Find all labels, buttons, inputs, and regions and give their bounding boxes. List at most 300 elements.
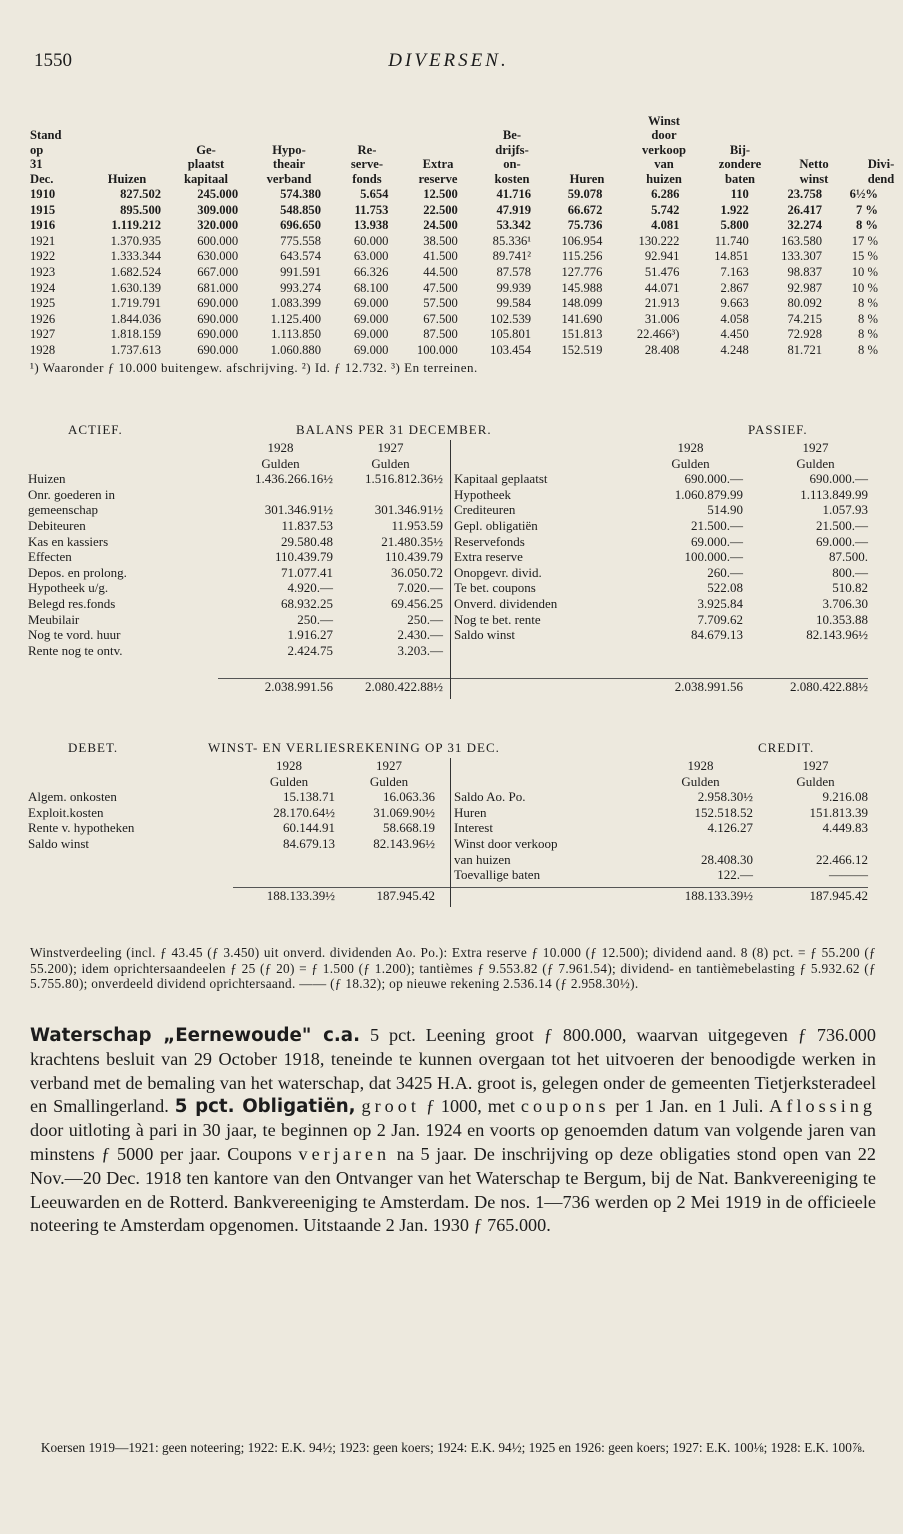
column-divider xyxy=(450,758,451,907)
stats-row xyxy=(30,248,878,264)
stats-cell: 22.500 xyxy=(423,202,458,217)
balance-left-title: ACTIEF. xyxy=(68,422,123,437)
stats-row xyxy=(30,264,878,280)
stats-cell: 1922 xyxy=(30,249,56,264)
account-row xyxy=(28,789,876,805)
stats-cell: 1.083.399 xyxy=(270,296,322,311)
account-label: Interest xyxy=(454,820,493,836)
stats-cell: 44.500 xyxy=(423,264,458,279)
stats-header-cell: Netto winst xyxy=(799,157,829,186)
account-label: Nog te vord. huur xyxy=(28,627,121,643)
amount: 7.709.62 xyxy=(697,611,743,627)
amount: 69.456.25 xyxy=(391,595,443,611)
stats-cell: 9.663 xyxy=(720,296,749,311)
stats-cell: 5.654 xyxy=(360,187,389,201)
amount: 28.170.64½ xyxy=(273,804,335,820)
stats-cell: 1.719.791 xyxy=(110,296,162,311)
account-label: Gepl. obligatiën xyxy=(454,517,538,533)
stats-cell: 31.006 xyxy=(644,311,680,326)
stats-cell: 81.721 xyxy=(787,342,823,357)
stats-cell: 23.758 xyxy=(787,187,823,201)
amount: 800.— xyxy=(832,564,868,580)
unit-label: Gulden xyxy=(796,455,835,471)
stats-cell: 667.000 xyxy=(197,264,239,279)
account-label: Hypotheek u/g. xyxy=(28,580,109,596)
account-label: gemeenschap xyxy=(28,502,99,518)
stats-cell: 15 % xyxy=(851,249,878,264)
statistics-table-body xyxy=(30,186,878,358)
amount: 60.144.91 xyxy=(283,820,335,836)
account-row xyxy=(28,487,876,503)
statistics-footnote: ¹) Waaronder ƒ 10.000 buitengew. afschrijving. ²) Id. ƒ 12.732. ³) En terreinen. xyxy=(30,359,478,375)
profit-loss-account xyxy=(28,740,876,907)
account-label: Debiteuren xyxy=(28,517,86,533)
stats-cell: 98.837 xyxy=(787,264,823,279)
account-label: Kapitaal geplaatst xyxy=(454,471,548,487)
stats-cell: 89.741² xyxy=(492,249,532,264)
stats-cell: 59.078 xyxy=(567,187,603,201)
waterschap-name: Waterschap „Eernewoude" c.a. xyxy=(30,1025,360,1046)
unit-label: Gulden xyxy=(796,773,835,789)
amount: 250.— xyxy=(407,611,443,627)
amount: 1.113.849.99 xyxy=(800,486,868,502)
stats-cell: 69.000 xyxy=(353,296,389,311)
pl-title: WINST- EN VERLIESREKENING OP 31 DEC. xyxy=(208,740,500,755)
account-label: Te bet. coupons xyxy=(454,580,536,596)
stats-cell: 100.000 xyxy=(416,342,458,357)
account-label: Meubilair xyxy=(28,611,80,627)
stats-cell: 1.119.212 xyxy=(111,218,162,233)
stats-header-cell: Huren xyxy=(569,171,605,186)
unit-label: Gulden xyxy=(369,773,409,789)
stats-cell: 4.450 xyxy=(720,327,749,342)
stats-cell: 1.630.139 xyxy=(110,280,162,295)
account-label: Rente v. hypotheken xyxy=(28,820,135,836)
stats-header-cell: Huizen xyxy=(107,171,147,186)
stats-cell: 127.776 xyxy=(561,264,603,279)
amount: 84.679.13 xyxy=(691,627,743,643)
account-label: Nog te bet. rente xyxy=(454,611,541,627)
amount: 152.518.52 xyxy=(694,804,753,820)
stats-cell: 8 % xyxy=(855,218,878,233)
total-amount: 2.038.991.56 xyxy=(674,678,743,694)
account-label: Kas en kassiers xyxy=(28,533,109,549)
amount: 9.216.08 xyxy=(822,789,868,805)
account-label: Reservefonds xyxy=(454,533,525,549)
stats-header-cell: Winst door verkoop van huizen xyxy=(641,113,687,186)
stats-cell: 44.071 xyxy=(644,280,680,295)
stats-cell: 690.000 xyxy=(197,342,239,357)
amount: 10.353.88 xyxy=(816,611,868,627)
account-row xyxy=(28,836,876,852)
account-row xyxy=(28,534,876,550)
stats-cell: 22.466³) xyxy=(636,327,680,342)
stats-cell: 1928 xyxy=(30,342,56,357)
stats-cell: 72.928 xyxy=(787,327,823,342)
stats-cell: 103.454 xyxy=(490,342,532,357)
stats-cell: 92.941 xyxy=(644,249,680,264)
account-label: Onopgevr. divid. xyxy=(454,564,542,580)
account-label: Exploit.kosten xyxy=(28,804,104,820)
year-label: 1928 xyxy=(677,440,704,455)
stats-header-cell: Be- drijfs- on- kosten xyxy=(494,128,530,186)
stats-cell: 5.742 xyxy=(651,202,680,217)
total-amount: 2.080.422.88½ xyxy=(790,678,868,694)
amount: 2.424.75 xyxy=(287,642,333,658)
account-row xyxy=(28,518,876,534)
account-label: Saldo winst xyxy=(28,835,90,851)
pl-right-title: CREDIT. xyxy=(758,740,815,755)
stats-cell: 106.954 xyxy=(561,233,603,248)
stats-cell: 309.000 xyxy=(197,202,239,217)
stats-cell: 28.408 xyxy=(644,342,680,357)
account-label: Rente nog te ontv. xyxy=(28,642,123,658)
stats-cell: 133.307 xyxy=(781,249,823,264)
stats-header-cell: Re- serve- fonds xyxy=(350,142,384,186)
unit-label: Gulden xyxy=(681,773,720,789)
stats-cell: 1.922 xyxy=(720,202,749,217)
stats-cell: 11.753 xyxy=(354,202,389,217)
account-label: Extra reserve xyxy=(454,549,523,565)
account-row xyxy=(28,549,876,565)
amount: 36.050.72 xyxy=(391,564,443,580)
amount: 2.430.— xyxy=(397,627,443,643)
stats-cell: 1.113.850 xyxy=(271,327,322,342)
amount: 7.020.— xyxy=(397,580,443,596)
total-amount: 2.080.422.88½ xyxy=(365,678,443,694)
stats-cell: 41.500 xyxy=(423,249,458,264)
stats-cell: 69.000 xyxy=(353,342,389,357)
amount: 22.466.12 xyxy=(816,851,868,867)
stats-cell: 775.558 xyxy=(280,233,322,248)
year-label: 1928 xyxy=(276,758,302,773)
balance-title: BALANS PER 31 DECEMBER. xyxy=(296,422,492,437)
amount: 1.916.27 xyxy=(287,627,333,643)
amount: 2.958.30½ xyxy=(697,789,753,805)
stats-cell: 130.222 xyxy=(638,233,680,248)
stats-cell: 1.737.613 xyxy=(110,342,162,357)
account-label: Algem. onkosten xyxy=(28,789,117,805)
unit-label: Gulden xyxy=(371,455,410,471)
stats-cell: 63.000 xyxy=(353,249,389,264)
stats-cell: 6½% xyxy=(849,187,878,201)
amount: 29.580.48 xyxy=(281,533,333,549)
stats-cell: 92.987 xyxy=(787,280,823,295)
profit-distribution: Winstverdeeling (incl. ƒ 43.45 (ƒ 3.450) uit onverd. dividenden Ao. Po.): Extra reserve ƒ 10.000 (ƒ 12.500); dividend aand. 8 (8) pct. = ƒ 55.200 (ƒ 55.200); idem oprichtersaandeelen ƒ 25 (ƒ 20) = ƒ 1.500 (ƒ 1.200); tantièmes ƒ 9.553.82 (ƒ 7.961.54); dividend- en tantièmebelasting ƒ 5.932.62 (ƒ 5.755.80); onverdeeld dividend oprichtersaand. —— (ƒ 18.32); op nieuwe rekening 2.536.14 (ƒ 2.958.30½). xyxy=(30,945,876,992)
amount: 87.500. xyxy=(829,549,868,565)
stats-cell: 1.333.344 xyxy=(110,249,162,264)
account-label: Winst door verkoop xyxy=(454,835,558,851)
stats-cell: 4.081 xyxy=(651,218,680,233)
stats-row xyxy=(30,311,878,327)
amount: 522.08 xyxy=(707,580,743,596)
amount: 82.143.96½ xyxy=(806,627,868,643)
stats-cell: 66.326 xyxy=(353,264,389,279)
amount: 110.439.79 xyxy=(274,549,333,565)
stats-cell: 26.417 xyxy=(787,202,823,217)
amount: 3.203.— xyxy=(397,642,443,658)
total-amount: 188.133.39½ xyxy=(266,887,335,903)
stats-cell: 1.060.880 xyxy=(270,342,322,357)
amount: 260.— xyxy=(707,564,743,580)
account-row xyxy=(28,471,876,487)
account-label: Crediteuren xyxy=(454,502,516,518)
stats-cell: 38.500 xyxy=(423,233,458,248)
year-label: 1928 xyxy=(687,758,714,773)
amount: 4.920.— xyxy=(287,580,333,596)
amount: 122.— xyxy=(717,867,753,883)
amount: 4.126.27 xyxy=(707,820,753,836)
account-label: Huren xyxy=(454,804,487,820)
obligaties-heading: 5 pct. Obligatiën, xyxy=(174,1096,356,1118)
amount: 110.439.79 xyxy=(384,549,443,565)
unit-label: Gulden xyxy=(671,455,710,471)
stats-cell: 5.800 xyxy=(720,218,749,233)
stats-cell: 548.850 xyxy=(280,202,322,217)
stats-cell: 4.058 xyxy=(720,311,749,326)
stats-cell: 53.342 xyxy=(496,218,532,233)
account-row xyxy=(28,596,876,612)
stats-cell: 99.584 xyxy=(496,296,532,311)
unit-label: Gulden xyxy=(261,455,300,471)
stats-row xyxy=(30,280,878,296)
unit-row xyxy=(28,774,876,790)
stats-cell: 17 % xyxy=(851,233,878,248)
stats-cell: 66.672 xyxy=(567,202,603,217)
pl-columns xyxy=(28,758,876,907)
stats-cell: 1.370.935 xyxy=(110,233,162,248)
stats-cell: 74.215 xyxy=(787,311,823,326)
amount: 16.063.36 xyxy=(383,789,435,805)
stats-cell: 51.476 xyxy=(644,264,680,279)
amount: 84.679.13 xyxy=(283,835,335,851)
account-label: Onverd. dividenden xyxy=(454,595,558,611)
amount: 1.057.93 xyxy=(822,502,868,518)
stats-cell: 69.000 xyxy=(353,311,389,326)
account-row xyxy=(28,805,876,821)
account-label: Hypotheek xyxy=(454,486,512,502)
stats-cell: 152.519 xyxy=(561,342,603,357)
stats-cell: 690.000 xyxy=(197,296,239,311)
stats-cell: 10 % xyxy=(851,280,878,295)
stats-cell: 67.500 xyxy=(423,311,458,326)
stats-cell: 99.939 xyxy=(496,280,532,295)
stats-cell: 141.690 xyxy=(561,311,603,326)
account-label: Belegd res.fonds xyxy=(28,595,116,611)
stats-cell: 41.716 xyxy=(496,187,532,201)
stats-cell: 145.988 xyxy=(561,280,603,295)
stats-cell: 1926 xyxy=(30,311,56,326)
stats-cell: 696.650 xyxy=(280,218,322,233)
year-label: 1927 xyxy=(376,758,402,773)
year-row xyxy=(28,758,876,774)
stats-cell: 80.092 xyxy=(787,296,823,311)
stats-cell: 681.000 xyxy=(197,280,239,295)
amount: ——— xyxy=(829,867,868,883)
year-label: 1927 xyxy=(802,440,829,455)
amount: 151.813.39 xyxy=(809,804,868,820)
year-row xyxy=(28,440,876,456)
stats-header-cell: Stand op 31 Dec. xyxy=(30,128,62,186)
stats-cell: 690.000 xyxy=(197,311,239,326)
stats-cell: 7 % xyxy=(855,202,878,217)
balance-sheet xyxy=(28,422,876,699)
amount: 3.925.84 xyxy=(697,595,743,611)
total-amount: 2.038.991.56 xyxy=(264,678,333,694)
stats-row xyxy=(30,295,878,311)
unit-label: Gulden xyxy=(269,773,309,789)
stats-cell: 13.938 xyxy=(353,218,389,233)
totals-row xyxy=(218,678,868,699)
stats-cell: 68.100 xyxy=(353,280,389,295)
stats-cell: 7.163 xyxy=(720,264,749,279)
account-row xyxy=(28,502,876,518)
stats-header-cell: Extra reserve xyxy=(418,157,458,186)
stats-row xyxy=(30,342,878,358)
amount: 21.480.35½ xyxy=(381,533,443,549)
account-row xyxy=(28,627,876,643)
stats-row xyxy=(30,326,878,342)
stats-cell: 1.818.159 xyxy=(110,327,162,342)
stats-row xyxy=(30,233,878,249)
waterschap-paragraph: Waterschap „Eernewoude" c.a. 5 pct. Leening groot ƒ 800.000, waarvan uitgegeven ƒ 736.000 krachtens besluit van 29 October 1918, teneinde te kunnen overgaan tot het uitvoeren der benoodigde werken in verband met de bemaling van het waterschap, dat 3425 H.A. groot is, gelegen onder de gemeenten Tietjerksteradeel en Smallingerland. 5 pct. Obligatiën, groot ƒ 1000, met coupons per 1 Jan. en 1 Juli. Aflossing door uitloting à pari in 30 jaar, te beginnen op 2 Jan. 1924 en voorts op genoemden datum van volgende jaren van minstens ƒ 5000 per jaar. Coupons verjaren na 5 jaar. De inschrijving op deze obligaties stond open van 22 Nov.—20 Dec. 1918 ten kantore van den Ontvanger van het Waterschap te Bergum, bij de Nat. Bankvereeniging te Leeuwarden en de Rotterd. Bankvereeniging te Amsterdam. De nos. 1—736 werden op 2 Mei 1919 in de officieele noteering te Amsterdam opgenomen. Uitstaande 2 Jan. 1930 ƒ 765.000. xyxy=(30,1025,876,1236)
year-label: 1927 xyxy=(802,758,829,773)
stats-cell: 1921 xyxy=(30,233,56,248)
stats-header-cell: Hypo- theair verband xyxy=(266,142,312,186)
stats-cell: 827.502 xyxy=(120,187,162,201)
stats-cell: 47.919 xyxy=(496,202,532,217)
stats-cell: 1923 xyxy=(30,264,56,279)
page-header xyxy=(34,50,863,80)
stats-header-cell: Divi- dend xyxy=(867,157,895,186)
stats-cell: 320.000 xyxy=(197,218,239,233)
account-label: Depos. en prolong. xyxy=(28,564,127,580)
amount: 4.449.83 xyxy=(822,820,868,836)
stats-cell: 69.000 xyxy=(353,327,389,342)
amount: 1.516.812.36½ xyxy=(365,471,443,487)
amount: 514.90 xyxy=(707,502,743,518)
running-title: DIVERSEN. xyxy=(388,50,509,71)
stats-cell: 993.274 xyxy=(280,280,322,295)
stats-cell: 690.000 xyxy=(197,327,239,342)
stats-cell: 1916 xyxy=(30,218,56,233)
balance-columns xyxy=(28,440,876,699)
amount: 15.138.71 xyxy=(283,789,335,805)
stats-cell: 643.574 xyxy=(280,249,322,264)
totals-row xyxy=(233,887,868,908)
amount: 250.— xyxy=(297,611,333,627)
stats-cell: 4.248 xyxy=(720,342,749,357)
account-label: Huizen xyxy=(28,471,66,487)
amount: 690.000.— xyxy=(684,471,743,487)
account-row xyxy=(28,658,876,674)
stats-cell: 110 xyxy=(730,187,749,201)
amount: 1.060.879.99 xyxy=(674,486,743,502)
amount: 58.668.19 xyxy=(383,820,435,836)
year-label: 1927 xyxy=(377,440,404,455)
account-row xyxy=(28,612,876,628)
statistics-table-header xyxy=(30,108,895,186)
account-label: Saldo winst xyxy=(454,627,516,643)
amount: 11.953.59 xyxy=(391,517,443,533)
stats-cell: 102.539 xyxy=(490,311,532,326)
amount: 68.932.25 xyxy=(281,595,333,611)
stats-cell: 1.844.036 xyxy=(110,311,162,326)
year-label: 1928 xyxy=(267,440,294,455)
stats-header-cell: Ge- plaatst kapitaal xyxy=(183,142,229,186)
stats-row xyxy=(30,217,878,233)
stats-cell: 10 % xyxy=(851,264,878,279)
stats-cell: 6.286 xyxy=(651,187,680,201)
stats-cell: 245.000 xyxy=(197,187,239,201)
amount: 28.408.30 xyxy=(701,851,753,867)
account-label: Saldo Ao. Po. xyxy=(454,789,526,805)
amount: 301.346.91½ xyxy=(264,502,333,518)
statistics-table xyxy=(30,108,895,376)
total-amount: 188.133.39½ xyxy=(684,887,753,903)
account-label: Toevallige baten xyxy=(454,867,541,883)
amount: 301.346.91½ xyxy=(374,502,443,518)
stats-cell: 600.000 xyxy=(197,233,239,248)
stats-cell: 105.801 xyxy=(490,327,532,342)
stats-cell: 8 % xyxy=(858,342,878,357)
stats-cell: 1915 xyxy=(30,202,56,217)
account-label: Effecten xyxy=(28,549,72,565)
unit-row xyxy=(28,456,876,472)
stats-row xyxy=(30,202,878,218)
amount: 3.706.30 xyxy=(822,595,868,611)
balance-right-title: PASSIEF. xyxy=(748,422,808,437)
account-row xyxy=(28,643,876,659)
stats-cell: 630.000 xyxy=(197,249,239,264)
column-divider xyxy=(450,440,451,699)
stats-cell: 87.500 xyxy=(423,327,458,342)
stats-cell: 87.578 xyxy=(496,264,532,279)
account-row xyxy=(28,867,876,883)
stats-cell: 1910 xyxy=(30,187,56,201)
stats-cell: 163.580 xyxy=(781,233,823,248)
stats-cell: 1924 xyxy=(30,280,56,295)
stats-cell: 32.274 xyxy=(787,218,823,233)
amount: 690.000.— xyxy=(809,471,868,487)
total-amount: 187.945.42 xyxy=(376,887,435,903)
balance-title-row xyxy=(28,422,876,440)
stats-header-cell: Bij- zondere baten xyxy=(718,142,762,186)
koersen-note: Koersen 1919—1921: geen noteering; 1922: E.K. 94½; 1923: geen koers; 1924: E.K. 94½; 1925 en 1926: geen koers; 1927: E.K. 100⅛; 1928: E.K. 100⅞. xyxy=(40,1440,866,1455)
pl-title-row xyxy=(28,740,876,758)
stats-cell: 8 % xyxy=(858,296,878,311)
stats-cell: 14.851 xyxy=(714,249,749,264)
amount: 31.069.90½ xyxy=(373,804,435,820)
page-number: 1550 xyxy=(34,50,72,71)
stats-cell: 895.500 xyxy=(120,202,162,217)
account-label: Onr. goederen in xyxy=(28,486,116,502)
amount: 100.000.— xyxy=(684,549,743,565)
account-row xyxy=(28,580,876,596)
stats-row xyxy=(30,186,878,202)
stats-cell: 148.099 xyxy=(561,296,603,311)
account-row xyxy=(28,852,876,868)
stats-cell: 151.813 xyxy=(561,327,603,342)
pl-left-title: DEBET. xyxy=(68,740,119,755)
stats-cell: 57.500 xyxy=(423,296,458,311)
amount: 1.436.266.16½ xyxy=(255,471,333,487)
stats-cell: 85.336¹ xyxy=(492,233,532,248)
stats-cell: 24.500 xyxy=(423,218,458,233)
stats-cell: 1.125.400 xyxy=(270,311,322,326)
account-row xyxy=(28,820,876,836)
stats-cell: 2.867 xyxy=(720,280,749,295)
